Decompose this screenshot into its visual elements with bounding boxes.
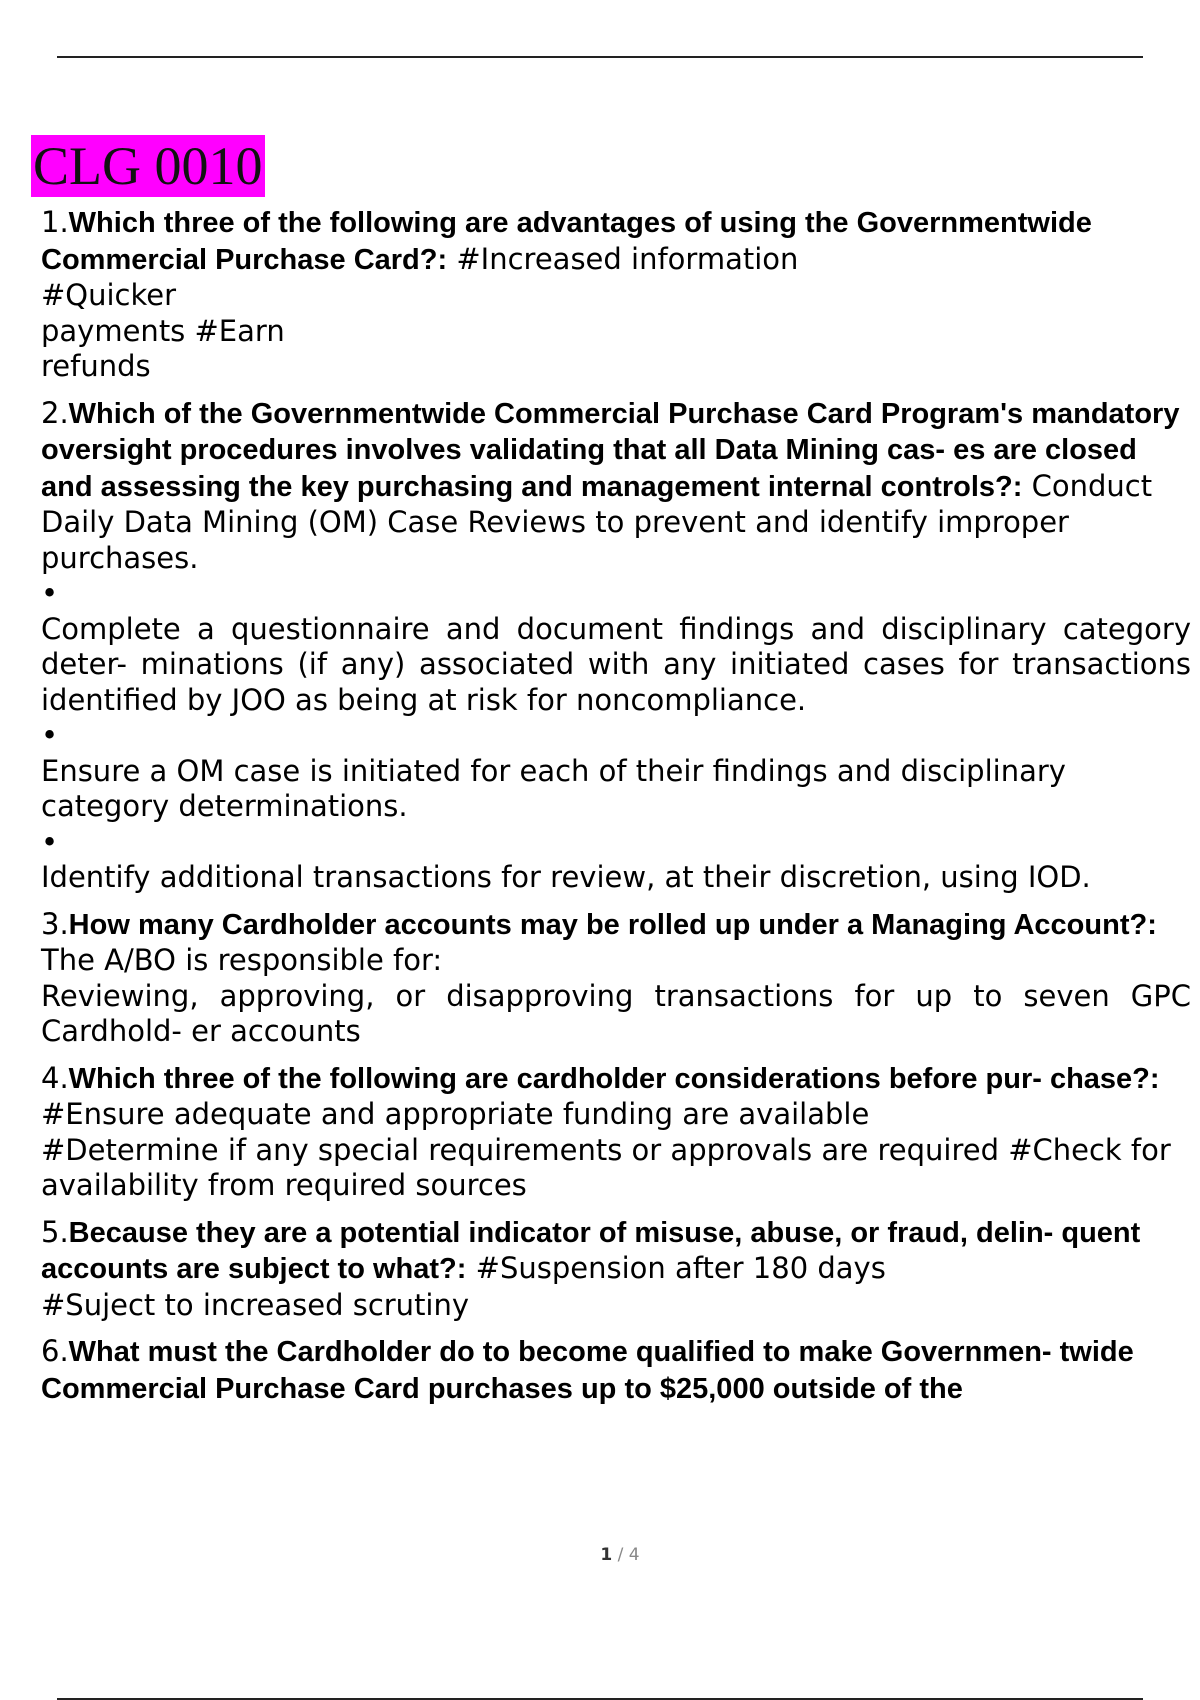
document-title: CLG 0010: [33, 136, 263, 196]
question-number: 4.: [41, 1060, 69, 1095]
answer-continuation: Reviewing, approving, or disapproving transactions for up to seven GPC Cardhold- er accounts: [41, 978, 1191, 1048]
question-2: [41, 396, 1193, 896]
answer-line: #Quicker: [41, 278, 177, 312]
question-paragraph: [41, 205, 1193, 278]
answer-text: Conduct Daily Data Mining (OM) Case Reviews to prevent and identify improper purchases.: [41, 468, 1153, 575]
question-paragraph: [41, 907, 1193, 979]
top-rule: [57, 56, 1143, 58]
question-text: Which three of the following are cardholder considerations before pur- chase?:: [68, 1062, 1160, 1095]
question-text: Which of the Governmentwide Commercial Purchase Card Program's mandatory oversight procedures involves validating that all Data Mining cas- es are closed and assessing the key purchasing and management internal controls?:: [41, 397, 1180, 503]
answer-line: refunds: [41, 349, 151, 383]
question-text: What must the Cardholder do to become qualified to make Governmen- twide Commercial Purchase Card purchases up to $25,000 outside of the: [41, 1336, 1134, 1405]
question-3: [41, 907, 1193, 1050]
bullet-marker: •: [41, 718, 59, 752]
question-paragraph: [41, 1215, 1193, 1288]
question-6: [41, 1334, 1193, 1407]
bullet-marker: •: [41, 824, 59, 859]
answer-text: #Ensure adequate and appropriate funding are available: [41, 1097, 870, 1131]
page-separator: /: [612, 1545, 629, 1565]
total-pages: 4: [628, 1545, 640, 1565]
answer-continuation: #Suject to increased scrutiny: [41, 1287, 470, 1322]
question-1: [41, 205, 1193, 385]
question-5: [41, 1215, 1193, 1324]
answer-text: #Suspension after 180 days: [475, 1251, 886, 1285]
page-indicator: [0, 1545, 1200, 1565]
question-text: Because they are a potential indicator of misuse, abuse, or fraud, delin- quent accounts are subject to what?:: [41, 1216, 1141, 1285]
question-paragraph: [41, 396, 1193, 577]
bullet-marker: •: [41, 576, 59, 610]
bullet-item: Identify additional transactions for review, at their discretion, using IOD.: [41, 860, 1091, 894]
question-number: 2.: [41, 395, 69, 430]
question-paragraph: [41, 1334, 1193, 1407]
document-body: [41, 205, 1193, 1418]
question-text: Which three of the following are advantages of using the Governmentwide Commercial Purchase Card?:: [41, 207, 1092, 276]
answer-text: The A/BO is responsible for:: [41, 943, 443, 977]
answer-line: payments #Earn: [41, 313, 285, 348]
question-number: 6.: [41, 1334, 69, 1368]
current-page: 1: [600, 1545, 613, 1565]
bullet-item: Ensure a OM case is initiated for each of their findings and disciplinary category determinations.: [41, 753, 1066, 823]
question-text: How many Cardholder accounts may be rolled up under a Managing Account?:: [68, 908, 1157, 941]
question-number: 1.: [41, 205, 69, 239]
answer-continuation: #Determine if any special requirements or approvals are required #Check for availability from required sources: [41, 1132, 1171, 1202]
question-4: [41, 1061, 1193, 1204]
bullet-item: Complete a questionnaire and document findings and disciplinary category deter- minations (if any) associated with any initiated cases for transactions identified by JOO as being at risk for noncompliance.: [41, 611, 1191, 717]
question-paragraph: [41, 1061, 1193, 1133]
question-number: 3.: [41, 906, 69, 941]
question-number: 5.: [41, 1214, 69, 1249]
answer-text: #Increased information: [456, 241, 799, 276]
